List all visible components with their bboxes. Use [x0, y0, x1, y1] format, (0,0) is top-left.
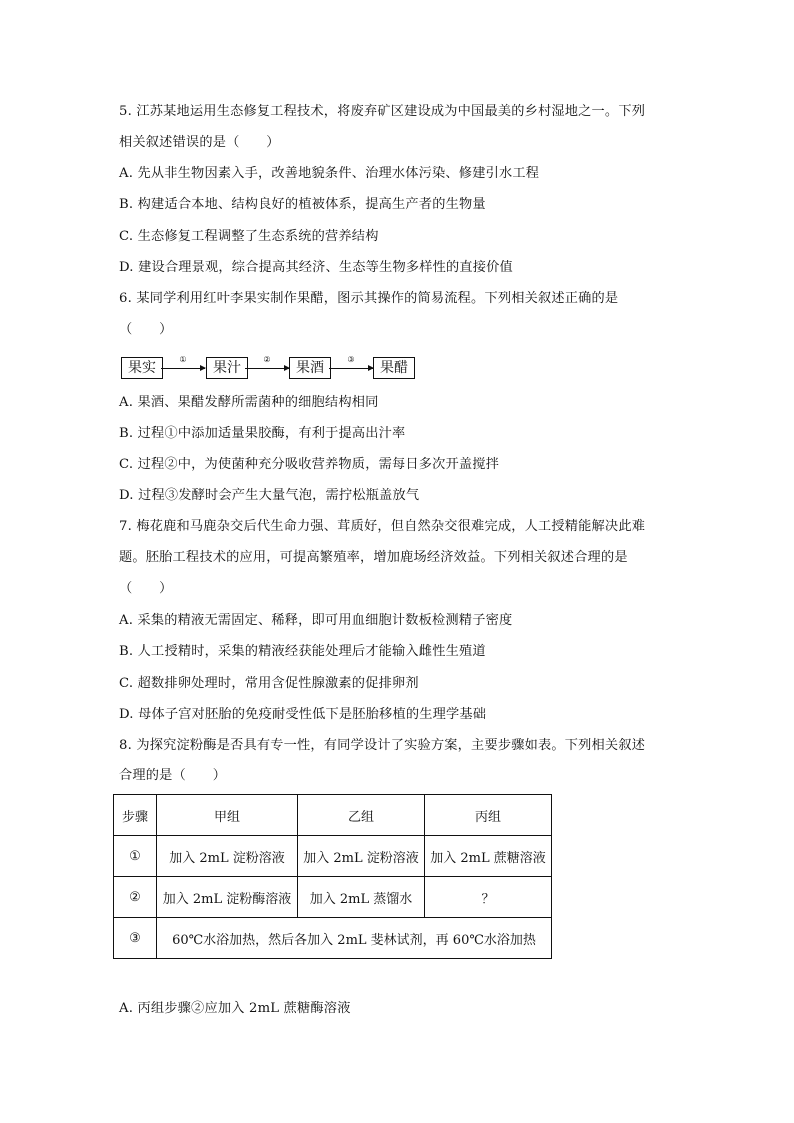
table-row	[114, 918, 552, 959]
table-header-cell: 步骤	[114, 795, 157, 836]
table-cell: 加入 2mL 淀粉溶液	[157, 836, 298, 877]
q5-option-d: D. 建设合理景观，综合提高其经济、生态等生物多样性的直接价值	[119, 260, 513, 275]
q6-stem: 6. 某同学利用红叶李果实制作果醋，图示其操作的简易流程。下列相关叙述正确的是	[119, 291, 619, 306]
table-cell: 加入 2mL 蔗糖溶液	[425, 836, 552, 877]
q6-option-a: A. 果酒、果醋发酵所需菌种的细胞结构相同	[119, 395, 379, 410]
flow-box-vinegar: 果醋	[373, 357, 415, 379]
q5-stem-cont: 相关叙述错误的是（ ）	[119, 135, 280, 150]
table-cell: ③	[114, 918, 157, 959]
table-cell: 加入 2mL 蒸馏水	[298, 877, 425, 918]
q6-stem-cont: （ ）	[119, 322, 173, 337]
q8-option-a: A. 丙组步骤②应加入 2mL 蔗糖酶溶液	[119, 1001, 351, 1016]
table-header-cell: 乙组	[298, 795, 425, 836]
flow-arrow-2	[245, 368, 289, 369]
table-row	[114, 877, 552, 918]
q5-option-b: B. 构建适合本地、结构良好的植被体系，提高生产者的生物量	[119, 197, 486, 212]
flow-box-fruit: 果实	[121, 357, 163, 379]
table-cell: 加入 2mL 淀粉溶液	[298, 836, 425, 877]
table-merged-cell: 60℃水浴加热，然后各加入 2mL 斐林试剂，再 60℃水浴加热	[157, 918, 552, 959]
q6-option-c: C. 过程②中，为使菌种充分吸收营养物质，需每日多次开盖搅拌	[119, 457, 500, 472]
table-cell: ①	[114, 836, 157, 877]
flow-arrow-3	[329, 368, 373, 369]
q7-option-a: A. 采集的精液无需固定、稀释，即可用血细胞计数板检测精子密度	[119, 613, 513, 628]
table-header-cell: 丙组	[425, 795, 552, 836]
table-header-cell: 甲组	[157, 795, 298, 836]
flow-step-2: ②	[263, 355, 271, 364]
q5-stem: 5. 江苏某地运用生态修复工程技术，将废弃矿区建设成为中国最美的乡村湿地之一。下列	[119, 104, 646, 119]
q6-option-b: B. 过程①中添加适量果胶酶，有利于提高出汁率	[119, 426, 406, 441]
q7-stem: 7. 梅花鹿和马鹿杂交后代生命力强、茸质好，但自然杂交很难完成，人工授精能解决此难	[119, 519, 646, 534]
q7-option-b: B. 人工授精时，采集的精液经获能处理后才能输入雌性生殖道	[119, 644, 486, 659]
table-cell: ②	[114, 877, 157, 918]
table-row	[114, 836, 552, 877]
q5-option-c: C. 生态修复工程调整了生态系统的营养结构	[119, 229, 379, 244]
q7-stem-cont: 题。胚胎工程技术的应用，可提高繁殖率，增加鹿场经济效益。下列相关叙述合理的是	[119, 550, 628, 565]
q6-option-d: D. 过程③发酵时会产生大量气泡，需拧松瓶盖放气	[119, 488, 420, 503]
q5-option-a: A. 先从非生物因素入手，改善地貌条件、治理水体污染、修建引水工程	[119, 166, 540, 181]
flow-step-3: ③	[347, 355, 355, 364]
flow-step-1: ①	[179, 355, 187, 364]
flow-arrow-1	[161, 368, 205, 369]
table-header-row	[114, 795, 552, 836]
table-cell: ？	[425, 877, 552, 918]
q8-stem-cont: 合理的是（ ）	[119, 768, 227, 783]
q7-option-c: C. 超数排卵处理时，常用含促性腺激素的促排卵剂	[119, 676, 419, 691]
table-cell: 加入 2mL 淀粉酶溶液	[157, 877, 298, 918]
q8-stem: 8. 为探究淀粉酶是否具有专一性，有同学设计了实验方案，主要步骤如表。下列相关叙述	[119, 738, 646, 753]
flow-box-juice: 果汁	[206, 357, 248, 379]
experiment-steps-table	[113, 794, 552, 959]
q7-stem-cont-2: （ ）	[119, 581, 173, 596]
flow-box-wine: 果酒	[289, 357, 331, 379]
q7-option-d: D. 母体子宫对胚胎的免疫耐受性低下是胚胎移植的生理学基础	[119, 707, 487, 722]
